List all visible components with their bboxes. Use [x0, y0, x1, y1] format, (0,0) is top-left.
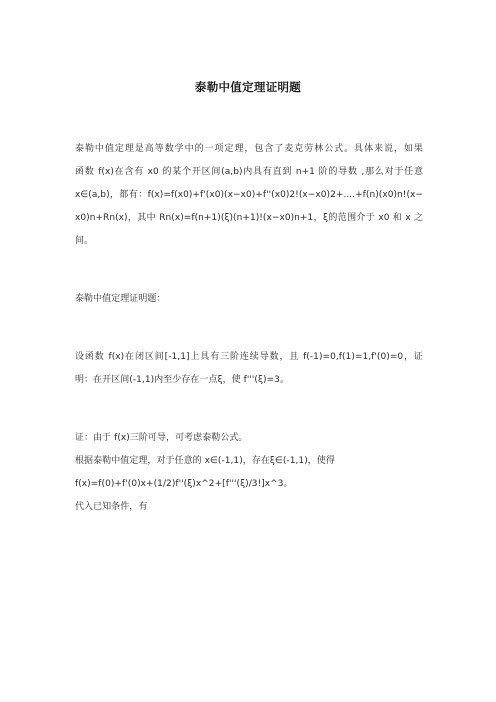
problem-line-2: 明：在开区间(-1,1)内至少存在一点ξ，使 f'''(ξ)=3。: [75, 375, 290, 385]
proof-line-3: f(x)=f(0)+f'(0)x+(1/2)f''(ξ)x^2+[f'''(ξ)/3!]x^3。: [75, 479, 293, 489]
intro-line-2: 函数 f(x)在含有 x0 的某个开区间(a,b)内具有直到 n+1 阶的导数 ,那么对于任意: [75, 167, 423, 177]
intro-line-4: x0)n+Rn(x)，其中 Rn(x)=f(n+1)(ξ)(n+1)!(x−x0)n+1，ξ的范围介于 x0 和 x 之: [75, 213, 423, 223]
document-title: 泰勒中值定理证明题: [194, 80, 302, 94]
problem-line-1: 设函数 f(x)在闭区间[-1,1]上具有三阶连续导数，且 f(-1)=0,f(1)=1,f'(0)=0，证: [75, 352, 423, 362]
proof-line-2: 根据泰勒中值定理，对于任意的 x∈(-1,1)，存在ξ∈(-1,1)，使得: [75, 456, 335, 466]
intro-line-3: x∈(a,b)，都有：f(x)=f(x0)+f'(x0)(x−x0)+f''(x0)2!(x−x0)2+....+f(n)(x0)n!(x−: [75, 190, 423, 200]
proof-line-1: 证：由于 f(x)三阶可导，可考虑泰勒公式。: [75, 433, 248, 443]
intro-line-1: 泰勒中值定理是高等数学中的一项定理，包含了麦克劳林公式。具体来说，如果: [75, 144, 423, 154]
proof-line-4: 代入已知条件，有: [75, 502, 148, 512]
section-heading: 泰勒中值定理证明题：: [75, 294, 166, 304]
intro-line-5: 间。: [75, 236, 94, 246]
